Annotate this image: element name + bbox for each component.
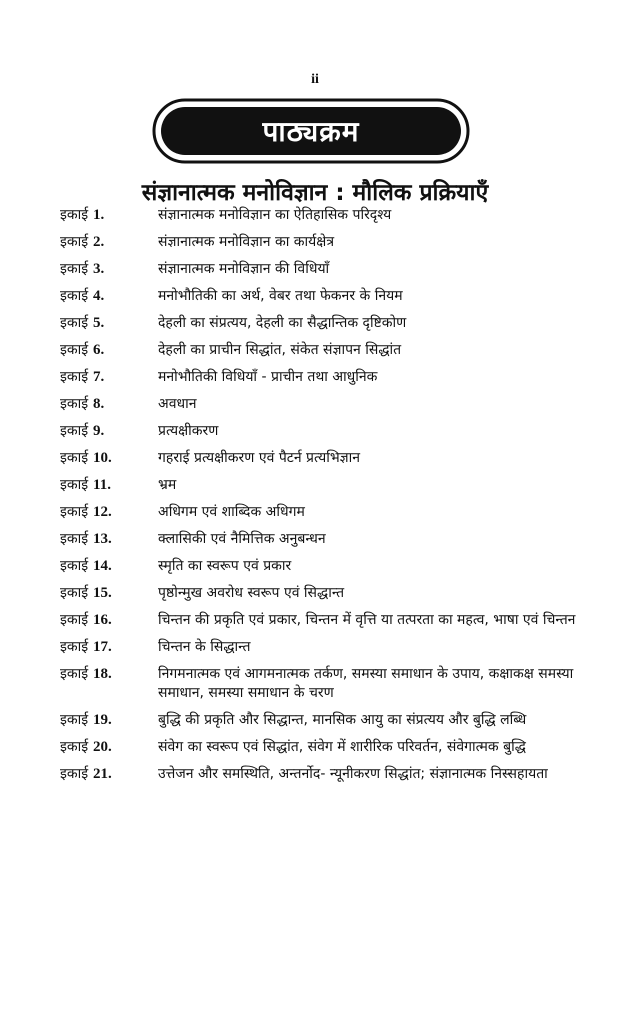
unit-title: उत्तेजन और समस्थिति, अन्तर्नोद- न्यूनीकरण सिद्धांत; संज्ञानात्मक निस्सहायता <box>158 766 548 782</box>
unit-word: इकाई <box>60 739 89 755</box>
unit-number: 14. <box>93 558 112 574</box>
unit-item <box>60 638 580 657</box>
unit-label <box>60 530 158 549</box>
unit-label <box>60 395 158 414</box>
unit-number: 8. <box>93 396 105 412</box>
unit-number: 7. <box>93 369 105 385</box>
unit-title: संज्ञानात्मक मनोविज्ञान की विधियाँ <box>158 261 330 277</box>
unit-list <box>60 206 580 792</box>
unit-item <box>60 503 580 522</box>
unit-item <box>60 584 580 603</box>
unit-number: 16. <box>93 612 112 628</box>
unit-number: 10. <box>93 450 112 466</box>
unit-word: इकाई <box>60 396 89 412</box>
unit-label <box>60 738 158 757</box>
unit-label <box>60 611 158 630</box>
unit-number: 12. <box>93 504 112 520</box>
unit-item <box>60 395 580 414</box>
unit-word: इकाई <box>60 612 89 628</box>
unit-title: चिन्तन की प्रकृति एवं प्रकार, चिन्तन में वृत्ति या तत्परता का महत्व, भाषा एवं चिन्तन <box>158 612 576 628</box>
unit-label <box>60 665 158 684</box>
unit-number: 5. <box>93 315 105 331</box>
unit-number: 2. <box>93 234 105 250</box>
unit-number: 17. <box>93 639 112 655</box>
unit-label <box>60 233 158 252</box>
unit-title: गहराई प्रत्यक्षीकरण एवं पैटर्न प्रत्यभिज्ञान <box>158 450 361 466</box>
unit-number: 1. <box>93 207 105 223</box>
unit-word: इकाई <box>60 504 89 520</box>
unit-item <box>60 765 580 784</box>
unit-title: संज्ञानात्मक मनोविज्ञान का ऐतिहासिक परिदृश्य <box>158 207 392 223</box>
unit-number: 9. <box>93 423 105 439</box>
unit-label <box>60 422 158 441</box>
unit-word: इकाई <box>60 207 89 223</box>
unit-title: स्मृति का स्वरूप एवं प्रकार <box>158 558 292 574</box>
banner-title: पाठ्यक्रम <box>262 115 360 148</box>
unit-title: संज्ञानात्मक मनोविज्ञान का कार्यक्षेत्र <box>158 234 335 250</box>
unit-item <box>60 449 580 468</box>
unit-word: इकाई <box>60 712 89 728</box>
unit-label <box>60 638 158 657</box>
unit-item <box>60 260 580 279</box>
unit-number: 13. <box>93 531 112 547</box>
unit-label <box>60 341 158 360</box>
unit-item <box>60 611 580 630</box>
syllabus-banner <box>152 98 470 164</box>
unit-label <box>60 557 158 576</box>
unit-word: इकाई <box>60 666 89 682</box>
unit-title: मनोभौतिकी का अर्थ, वेबर तथा फेकनर के नियम <box>158 288 403 304</box>
unit-title: अवधान <box>158 396 197 412</box>
unit-title: भ्रम <box>158 477 177 493</box>
unit-title: निगमनात्मक एवं आगमनात्मक तर्कण, समस्या समाधान के उपाय, कक्षाकक्ष समस्या समाधान, समस्या समाधान के चरण <box>158 666 574 701</box>
unit-title: देहली का प्राचीन सिद्धांत, संकेत संज्ञापन सिद्धांत <box>158 342 402 358</box>
unit-item <box>60 476 580 495</box>
unit-label <box>60 503 158 522</box>
unit-number: 15. <box>93 585 112 601</box>
unit-word: इकाई <box>60 585 89 601</box>
unit-label <box>60 260 158 279</box>
unit-title: संवेग का स्वरूप एवं सिद्धांत, संवेग में शारीरिक परिवर्तन, संवेगात्मक बुद्धि <box>158 739 526 755</box>
unit-label <box>60 368 158 387</box>
unit-label <box>60 449 158 468</box>
unit-label <box>60 765 158 784</box>
unit-number: 20. <box>93 739 112 755</box>
unit-title: देहली का संप्रत्यय, देहली का सैद्धान्तिक दृष्टिकोण <box>158 315 407 331</box>
unit-label <box>60 476 158 495</box>
unit-number: 19. <box>93 712 112 728</box>
unit-item <box>60 287 580 306</box>
unit-title: चिन्तन के सिद्धान्त <box>158 639 251 655</box>
unit-item <box>60 422 580 441</box>
unit-item <box>60 206 580 225</box>
unit-item <box>60 738 580 757</box>
unit-item <box>60 341 580 360</box>
unit-label <box>60 287 158 306</box>
unit-number: 4. <box>93 288 105 304</box>
unit-word: इकाई <box>60 423 89 439</box>
unit-item <box>60 530 580 549</box>
unit-word: इकाई <box>60 261 89 277</box>
unit-word: इकाई <box>60 558 89 574</box>
unit-label <box>60 206 158 225</box>
unit-item <box>60 557 580 576</box>
unit-title: बुद्धि की प्रकृति और सिद्धान्त, मानसिक आयु का संप्रत्यय और बुद्धि लब्धि <box>158 712 527 728</box>
unit-number: 6. <box>93 342 105 358</box>
unit-word: इकाई <box>60 288 89 304</box>
unit-word: इकाई <box>60 639 89 655</box>
unit-title: प्रत्यक्षीकरण <box>158 423 219 439</box>
unit-number: 3. <box>93 261 105 277</box>
unit-item <box>60 711 580 730</box>
unit-label <box>60 314 158 333</box>
unit-number: 18. <box>93 666 112 682</box>
unit-word: इकाई <box>60 342 89 358</box>
unit-word: इकाई <box>60 531 89 547</box>
unit-label <box>60 711 158 730</box>
unit-number: 11. <box>93 477 111 493</box>
unit-word: इकाई <box>60 477 89 493</box>
unit-word: इकाई <box>60 315 89 331</box>
unit-item <box>60 314 580 333</box>
unit-word: इकाई <box>60 450 89 466</box>
unit-title: मनोभौतिकी विधियाँ - प्राचीन तथा आधुनिक <box>158 369 378 385</box>
unit-title: क्लासिकी एवं नैमित्तिक अनुबन्धन <box>158 531 326 547</box>
unit-item <box>60 368 580 387</box>
unit-label <box>60 584 158 603</box>
unit-word: इकाई <box>60 766 89 782</box>
page-number: ii <box>311 72 319 87</box>
unit-number: 21. <box>93 766 112 782</box>
unit-title: अधिगम एवं शाब्दिक अधिगम <box>158 504 305 520</box>
unit-item <box>60 233 580 252</box>
unit-word: इकाई <box>60 369 89 385</box>
unit-title: पृष्ठोन्मुख अवरोध स्वरूप एवं सिद्धान्त <box>158 585 345 601</box>
course-subtitle: संज्ञानात्मक मनोविज्ञान : मौलिक प्रक्रियाएँ <box>141 180 489 206</box>
unit-word: इकाई <box>60 234 89 250</box>
unit-item <box>60 665 580 703</box>
